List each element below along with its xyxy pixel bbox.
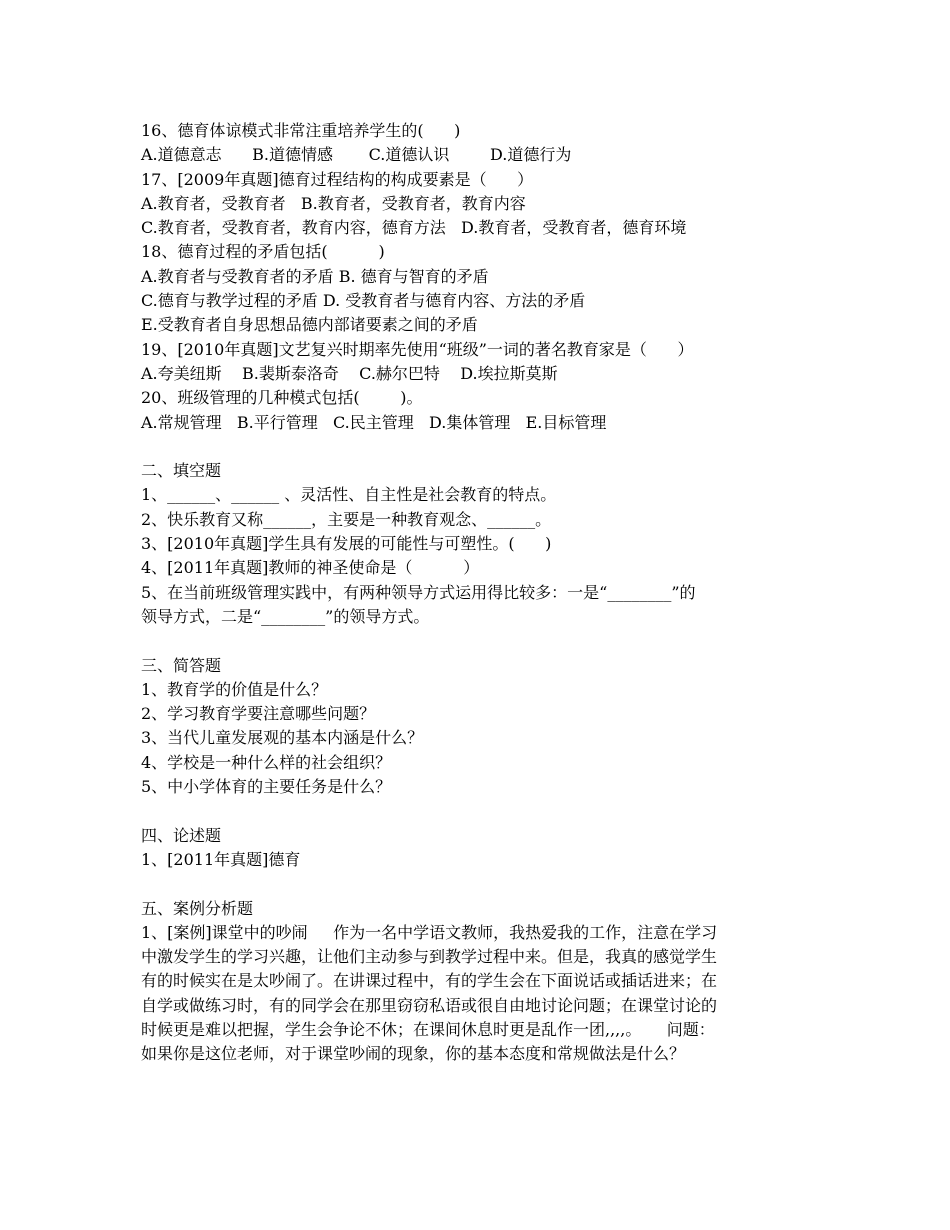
short-answer-4: 4、学校是一种什么样的社会组织？ <box>141 752 392 772</box>
short-answer-2: 2、学习教育学要注意哪些问题？ <box>141 704 376 724</box>
section-fill-in-heading: 二、填空题 <box>141 461 222 481</box>
section-short-answer-heading: 三、简答题 <box>141 655 222 675</box>
section-case-analysis-heading: 五、案例分析题 <box>141 898 254 918</box>
blank-line <box>141 435 821 459</box>
case-paragraph-line: 有的时候实在是太吵闹了。在讲课过程中，有的学生会在下面说话或插话进来；在 <box>141 971 718 991</box>
fill-in-5-continued: 领导方式，二是“________”的领导方式。 <box>141 606 430 626</box>
question-17-options-ab: A.教育者，受教育者 B.教育者，受教育者，教育内容 <box>141 193 526 213</box>
question-19-options: A.夸美纽斯 B.裴斯泰洛奇 C.赫尔巴特 D.埃拉斯莫斯 <box>141 363 558 383</box>
fill-in-3: 3、[2010年真题]学生具有发展的可能性与可塑性。( ) <box>141 534 552 554</box>
question-18: 18、德育过程的矛盾包括( ) <box>141 242 385 262</box>
fill-in-5: 5、在当前班级管理实践中，有两种领导方式运用得比较多：一是“________”的 <box>141 582 696 602</box>
blank-line <box>141 629 821 653</box>
short-answer-3: 3、当代儿童发展观的基本内涵是什么？ <box>141 728 424 748</box>
essay-1: 1、[2011年真题]德育 <box>141 849 301 869</box>
fill-in-4: 4、[2011年真题]教师的神圣使命是（ ） <box>141 558 480 578</box>
fill-in-1: 1、______、______ 、灵活性、自主性是社会教育的特点。 <box>141 485 557 505</box>
case-paragraph-line: 1、[案例]课堂中的吵闹 作为一名中学语文教师，我热爱我的工作，注意在学习 <box>141 922 718 942</box>
question-17-options-cd: C.教育者，受教育者，教育内容，德育方法 D.教育者，受教育者，德育环境 <box>141 218 687 238</box>
case-paragraph-line: 时候更是难以把握，学生会争论不休；在课间休息时更是乱作一团,,,,。 问题： <box>141 1019 715 1039</box>
question-17: 17、[2009年真题]德育过程结构的构成要素是（ ） <box>141 169 534 189</box>
question-18-options-cd: C.德育与教学过程的矛盾 D. 受教育者与德育内容、方法的矛盾 <box>141 291 586 311</box>
blank-line <box>141 872 821 896</box>
fill-in-2: 2、快乐教育又称______，主要是一种教育观念、______。 <box>141 509 552 529</box>
case-paragraph-line: 中激发学生的学习兴趣，让他们主动参与到教学过程中来。但是，我真的感觉学生 <box>141 947 718 967</box>
blank-line <box>141 799 821 823</box>
question-16: 16、德育体谅模式非常注重培养学生的( ) <box>141 121 461 140</box>
question-20-options: A.常规管理 B.平行管理 C.民主管理 D.集体管理 E.目标管理 <box>141 412 607 432</box>
question-19: 19、[2010年真题]文艺复兴时期率先使用“班级”一词的著名教育家是（ ） <box>141 339 694 359</box>
short-answer-5: 5、中小学体育的主要任务是什么？ <box>141 777 392 797</box>
question-18-options-ab: A.教育者与受教育者的矛盾 B. 德育与智育的矛盾 <box>141 266 489 286</box>
case-paragraph-line: 如果你是这位老师，对于课堂吵闹的现象，你的基本态度和常规做法是什么？ <box>141 1044 686 1064</box>
question-20: 20、班级管理的几种模式包括( )。 <box>141 388 423 408</box>
question-18-option-e: E.受教育者自身思想品德内部诸要素之间的矛盾 <box>141 315 478 335</box>
case-paragraph-line: 自学或做练习时，有的同学会在那里窃窃私语或很自由地讨论问题；在课堂讨论的 <box>141 995 718 1015</box>
short-answer-1: 1、教育学的价值是什么？ <box>141 679 328 699</box>
question-16-options: A.道德意志 B.道德情感 C.道德认识 D.道德行为 <box>141 145 572 165</box>
document-page <box>141 119 821 1067</box>
section-essay-heading: 四、论述题 <box>141 825 222 845</box>
